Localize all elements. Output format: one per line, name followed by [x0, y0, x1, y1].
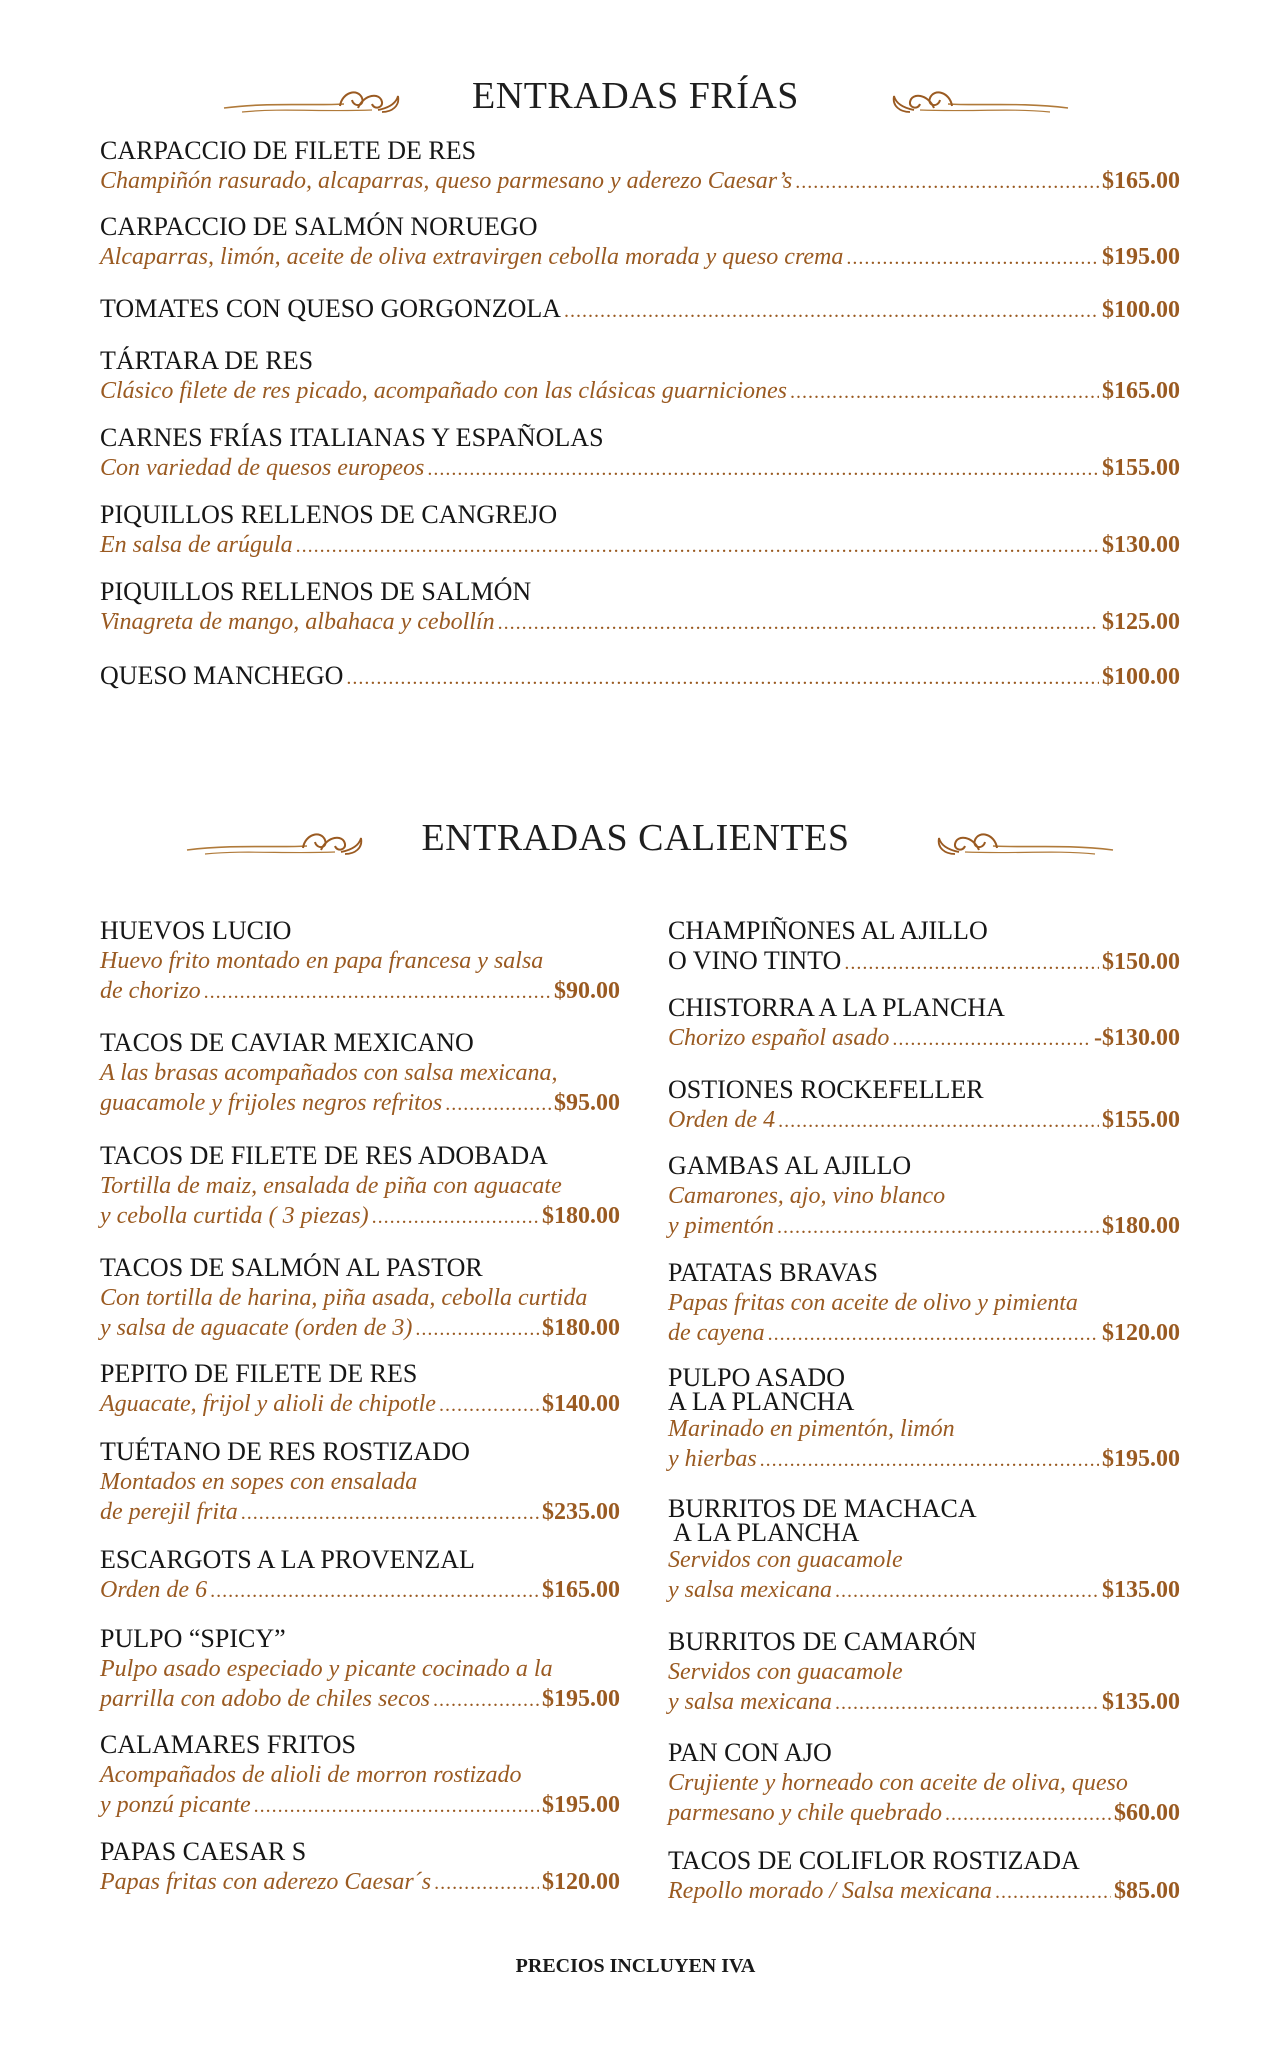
item-price: $195.00 [1102, 1446, 1180, 1472]
item-description-text: de perejil frita [100, 1499, 238, 1525]
item-description-text: de chorizo [100, 978, 201, 1004]
item-price: $120.00 [1102, 1320, 1180, 1346]
item-description: Pulpo asado especiado y picante cocinado a la [100, 1656, 553, 1682]
item-description-text: parmesano y chile quebrado [668, 1800, 942, 1826]
item-name: PATATAS BRAVAS [668, 1258, 878, 1287]
item-name: CARPACCIO DE SALMÓN NORUEGO [100, 212, 538, 241]
item-description-text: y salsa de aguacate (orden de 3) [100, 1315, 413, 1341]
item-price: $100.00 [1102, 297, 1180, 323]
item-name: PULPO “SPICY” [100, 1624, 286, 1653]
dot-leader [892, 1024, 1091, 1054]
section-header-frias [0, 70, 1271, 130]
item-price: $195.00 [1102, 244, 1180, 270]
item-description-text: y cebolla curtida ( 3 piezas) [100, 1203, 369, 1229]
item-description-text: y hierbas [668, 1446, 757, 1472]
menu-item [100, 577, 1180, 638]
dot-leader [434, 1868, 539, 1898]
item-price: -$130.00 [1094, 1025, 1180, 1051]
right-ornament-icon [935, 820, 1115, 860]
item-name: ESCARGOTS A LA PROVENZAL [100, 1545, 475, 1574]
item-name: A LA PLANCHA [668, 1518, 860, 1547]
menu-item [668, 1627, 1180, 1718]
item-price: $90.00 [554, 978, 620, 1004]
item-description-text: Alcaparras, limón, aceite de oliva extravirgen cebolla morada y queso crema [100, 244, 844, 270]
item-price: $235.00 [542, 1499, 620, 1525]
dot-leader [835, 1576, 1099, 1606]
item-description-text: Aguacate, frijol y alioli de chipotle [100, 1391, 436, 1417]
menu-item [668, 1494, 1180, 1606]
item-description-text: Orden de 6 [100, 1577, 208, 1603]
item-name: CALAMARES FRITOS [100, 1730, 356, 1759]
item-price: $195.00 [542, 1792, 620, 1818]
item-description: A las brasas acompañados con salsa mexicana, [100, 1060, 558, 1086]
item-price: $95.00 [554, 1090, 620, 1116]
item-price: $180.00 [1102, 1213, 1180, 1239]
dot-leader [778, 1106, 1099, 1136]
dot-leader [296, 531, 1099, 561]
item-name: TACOS DE CAVIAR MEXICANO [100, 1028, 474, 1057]
menu-item [100, 916, 620, 1007]
item-description [668, 1876, 1180, 1907]
menu-item [668, 1363, 1180, 1475]
item-description: Montados en sopes con ensalada [100, 1469, 418, 1495]
item-name: PAN CON AJO [668, 1738, 832, 1767]
item-name: OSTIONES ROCKEFELLER [668, 1075, 984, 1104]
item-description: Crujiente y horneado con aceite de oliva, queso [668, 1770, 1128, 1796]
section-header-calientes [0, 812, 1271, 872]
menu-item [100, 212, 1180, 273]
item-description [100, 166, 1180, 197]
right-ornament-icon [890, 78, 1070, 118]
menu-item [100, 294, 1180, 326]
menu-item [100, 1837, 620, 1898]
dot-leader [427, 454, 1099, 484]
item-description-text: Con variedad de quesos europeos [100, 455, 425, 481]
dot-leader [439, 1390, 539, 1420]
item-description [100, 607, 1180, 638]
item-name: A LA PLANCHA [668, 1387, 855, 1416]
item-name: PEPITO DE FILETE DE RES [100, 1359, 418, 1388]
dot-leader [445, 1089, 551, 1119]
dot-leader [204, 977, 551, 1007]
item-description: Marinado en pimentón, limón [668, 1416, 955, 1442]
item-description-text: Champiñón rasurado, alcaparras, queso parmesano y aderezo Caesar’s [100, 168, 793, 194]
menu-item [100, 1624, 620, 1715]
menu-item [100, 136, 1180, 197]
item-price: $135.00 [1102, 1689, 1180, 1715]
item-name-text: O VINO TINTO [668, 946, 842, 975]
dot-leader [777, 1212, 1099, 1242]
item-description: Con tortilla de harina, piña asada, cebolla curtida [100, 1285, 588, 1311]
item-description [100, 453, 1180, 484]
item-description [668, 1687, 1180, 1718]
item-name: CARPACCIO DE FILETE DE RES [100, 136, 477, 165]
item-description: Papas fritas con aceite de olivo y pimienta [668, 1290, 1078, 1316]
menu-item [668, 993, 1180, 1054]
item-description-text: y salsa mexicana [668, 1577, 832, 1603]
item-description-text: Papas fritas con aderezo Caesar´s [100, 1869, 432, 1895]
dot-leader [372, 1202, 539, 1232]
item-name [668, 946, 1180, 978]
item-price: $60.00 [1114, 1800, 1180, 1826]
dot-leader [835, 1688, 1099, 1718]
menu-item [100, 1253, 620, 1344]
item-description-text: y pimentón [668, 1213, 774, 1239]
item-description [668, 1318, 1180, 1349]
item-description-text: Repollo morado / Salsa mexicana [668, 1878, 992, 1904]
item-description [668, 1798, 1180, 1829]
item-price: $130.00 [1102, 532, 1180, 558]
item-name: BURRITOS DE CAMARÓN [668, 1627, 977, 1656]
dot-leader [995, 1877, 1111, 1907]
dot-leader [760, 1445, 1099, 1475]
item-description [100, 242, 1180, 273]
dot-leader [564, 296, 1099, 326]
item-name: PAPAS CAESAR S [100, 1837, 307, 1866]
item-name: TACOS DE FILETE DE RES ADOBADA [100, 1141, 548, 1170]
dot-leader [945, 1799, 1111, 1829]
item-name: TÁRTARA DE RES [100, 346, 314, 375]
item-description [100, 1088, 620, 1119]
menu-item [668, 916, 1180, 978]
item-description-text: parrilla con adobo de chiles secos [100, 1686, 430, 1712]
item-name: TUÉTANO DE RES ROSTIZADO [100, 1437, 470, 1466]
item-description [668, 1105, 1180, 1136]
item-price: $155.00 [1102, 455, 1180, 481]
item-description [668, 1023, 1180, 1054]
item-name: BURRITOS DE MACHACA [668, 1494, 977, 1523]
item-name: PIQUILLOS RELLENOS DE CANGREJO [100, 500, 558, 529]
dot-leader [210, 1576, 539, 1606]
dot-leader [346, 663, 1099, 693]
item-description [100, 376, 1180, 407]
item-name: CHISTORRA A LA PLANCHA [668, 993, 1005, 1022]
item-price: $125.00 [1102, 609, 1180, 635]
item-price: $120.00 [542, 1869, 620, 1895]
item-description: Acompañados de alioli de morron rostizado [100, 1762, 522, 1788]
item-description [100, 1575, 620, 1606]
item-description [100, 1867, 620, 1898]
dot-leader [795, 167, 1099, 197]
item-price: $180.00 [542, 1203, 620, 1229]
item-description [100, 1497, 620, 1528]
menu-item [668, 1258, 1180, 1349]
item-description [100, 1201, 620, 1232]
dot-leader [844, 948, 1099, 978]
item-name: GAMBAS AL AJILLO [668, 1151, 912, 1180]
item-description-text: y salsa mexicana [668, 1689, 832, 1715]
menu-item [100, 661, 1180, 693]
menu-item [100, 500, 1180, 561]
item-price: $195.00 [542, 1686, 620, 1712]
item-price: $100.00 [1102, 664, 1180, 690]
footer-note: PRECIOS INCLUYEN IVA [515, 1955, 756, 1977]
item-description-text: de cayena [668, 1320, 765, 1346]
item-name-text: QUESO MANCHEGO [100, 661, 344, 690]
item-price: $165.00 [542, 1577, 620, 1603]
item-description [100, 1684, 620, 1715]
item-price: $155.00 [1102, 1107, 1180, 1133]
dot-leader [846, 243, 1099, 273]
menu-item [100, 1437, 620, 1528]
item-description [100, 1389, 620, 1420]
item-description [668, 1575, 1180, 1606]
menu-item [668, 1738, 1180, 1829]
dot-leader [768, 1319, 1099, 1349]
menu-item [100, 346, 1180, 407]
item-description [668, 1444, 1180, 1475]
item-name: TACOS DE SALMÓN AL PASTOR [100, 1253, 483, 1282]
section-title-frias: ENTRADAS FRÍAS [472, 75, 799, 117]
item-description: Tortilla de maiz, ensalada de piña con aguacate [100, 1173, 562, 1199]
item-description [100, 976, 620, 1007]
item-price: $180.00 [542, 1315, 620, 1341]
item-description: Servidos con guacamole [668, 1659, 903, 1685]
dot-leader [498, 608, 1099, 638]
item-description-text: guacamole y frijoles negros refritos [100, 1090, 443, 1116]
item-description [668, 1211, 1180, 1242]
menu-item [668, 1846, 1180, 1907]
item-description-text: En salsa de arúgula [100, 532, 293, 558]
menu-item [100, 1359, 620, 1420]
item-name: PIQUILLOS RELLENOS DE SALMÓN [100, 577, 532, 606]
item-name: CHAMPIÑONES AL AJILLO [668, 916, 988, 945]
item-name: PULPO ASADO [668, 1363, 845, 1392]
dot-leader [790, 377, 1099, 407]
item-description: Camarones, ajo, vino blanco [668, 1183, 946, 1209]
menu-item [668, 1075, 1180, 1136]
item-name-text: TOMATES CON QUESO GORGONZOLA [100, 294, 562, 323]
dot-leader [254, 1791, 539, 1821]
item-description-text: Clásico filete de res picado, acompañado con las clásicas guarniciones [100, 378, 788, 404]
item-name: TACOS DE COLIFLOR ROSTIZADA [668, 1846, 1080, 1875]
item-name: HUEVOS LUCIO [100, 916, 292, 945]
item-description [100, 1313, 620, 1344]
menu-item [100, 1730, 620, 1821]
item-price: $140.00 [542, 1391, 620, 1417]
dot-leader [241, 1498, 539, 1528]
item-price: $165.00 [1102, 168, 1180, 194]
item-description-text: Orden de 4 [668, 1107, 776, 1133]
menu-item [100, 1141, 620, 1232]
item-description-text: y ponzú picante [100, 1792, 251, 1818]
item-price: $150.00 [1102, 949, 1180, 975]
menu-item [100, 1028, 620, 1119]
item-description: Huevo frito montado en papa francesa y salsa [100, 948, 544, 974]
item-price: $135.00 [1102, 1577, 1180, 1603]
item-description [100, 530, 1180, 561]
menu-item [100, 423, 1180, 484]
menu-item [100, 1545, 620, 1606]
item-description-text: Vinagreta de mango, albahaca y cebollín [100, 609, 495, 635]
item-description-text: Chorizo español asado [668, 1025, 890, 1051]
item-price: $85.00 [1114, 1878, 1180, 1904]
item-price: $165.00 [1102, 378, 1180, 404]
item-name [100, 294, 1180, 326]
item-name [100, 661, 1180, 693]
section-title-calientes: ENTRADAS CALIENTES [421, 817, 850, 859]
item-name: CARNES FRÍAS ITALIANAS Y ESPAÑOLAS [100, 423, 604, 452]
dot-leader [415, 1314, 539, 1344]
item-description [100, 1790, 620, 1821]
menu-item [668, 1151, 1180, 1242]
dot-leader [433, 1685, 539, 1715]
item-description: Servidos con guacamole [668, 1547, 903, 1573]
